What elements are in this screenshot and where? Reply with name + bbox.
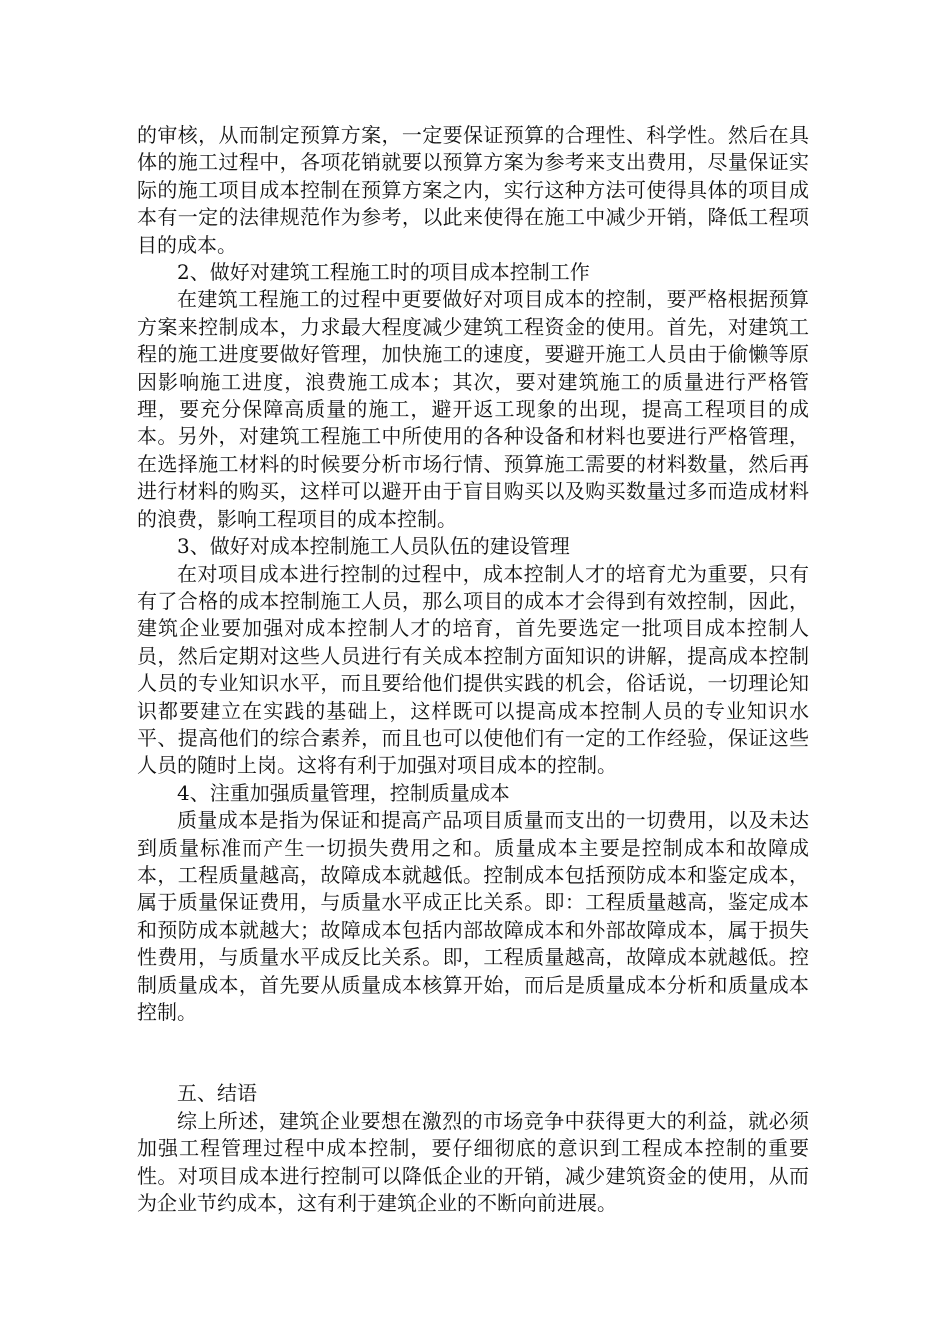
- paragraph-budget-continuation: 的审核，从而制定预算方案，一定要保证预算的合理性、科学性。然后在具体的施工过程中，各项花销就要以预算方案为参考来支出费用，尽量保证实际的施工项目成本控制在预算方案之内，实行这种方法可使得具体的项目成本有一定的法律规范作为参考，以此来使得在施工中减少开销，降低工程项目的成本。: [137, 123, 809, 257]
- document-body: [137, 122, 809, 1217]
- paragraph-construction-cost-control: 在建筑工程施工的过程中更要做好对项目成本的控制，要严格根据预算方案来控制成本，力求最大程度减少建筑工程资金的使用。首先，对建筑工程的施工进度要做好管理，加快施工的速度，要避开施工人员由于偷懒等原因影响施工进度，浪费施工成本；其次，要对建筑施工的质量进行严格管理，要充分保障高质量的施工，避开返工现象的出现，提高工程项目的成本。另外，对建筑工程施工中所使用的各种设备和材料也要进行严格管理，在选择施工材料的时候要分析市场行情、预算施工需要的材料数量，然后再进行材料的购买，这样可以避开由于盲目购买以及购买数量过多而造成材料的浪费，影响工程项目的成本控制。: [137, 287, 809, 531]
- heading-personnel-team: 3、做好对成本控制施工人员队伍的建设管理: [177, 534, 570, 559]
- paragraph-conclusion: 综上所述，建筑企业要想在激烈的市场竞争中获得更大的利益，就必须加强工程管理过程中成本控制，要仔细彻底的意识到工程成本控制的重要性。对项目成本进行控制可以降低企业的开销，减少建筑资金的使用，从而为企业节约成本，这有利于建筑企业的不断向前进展。: [137, 1108, 809, 1216]
- heading-quality-cost: 4、注重加强质量管理，控制质量成本: [177, 780, 510, 805]
- heading-construction-cost-control: 2、做好对建筑工程施工时的项目成本控制工作: [177, 260, 590, 285]
- paragraph-personnel-team: 在对项目成本进行控制的过程中，成本控制人才的培育尤为重要，只有有了合格的成本控制施工人员，那么项目的成本才会得到有效控制，因此，建筑企业要加强对成本控制人才的培育，首先要选定一批项目成本控制人员，然后定期对这些人员进行有关成本控制方面知识的讲解，提高成本控制人员的专业知识水平，而且要给他们提供实践的机会，俗话说，一切理论知识都要建立在实践的基础上，这样既可以提高成本控制人员的专业知识水平、提高他们的综合素养，而且也可以使他们有一定的工作经验，保证这些人员的随时上岗。这将有利于加强对项目成本的控制。: [137, 561, 809, 778]
- heading-conclusion: 五、结语: [177, 1081, 257, 1106]
- paragraph-quality-cost: 质量成本是指为保证和提高产品项目质量而支出的一切费用，以及未达到质量标准而产生一切损失费用之和。质量成本主要是控制成本和故障成本，工程质量越高，故障成本就越低。控制成本包括预防成本和鉴定成本，属于质量保证费用，与质量水平成正比关系。即：工程质量越高，鉴定成本和预防成本就越大；故障成本包括内部故障成本和外部故障成本，属于损失性费用，与质量水平成反比关系。即，工程质量越高，故障成本就越低。控制质量成本，首先要从质量成本核算开始，而后是质量成本分析和质量成本控制。: [137, 808, 809, 1024]
- section-spacer: [137, 1026, 809, 1080]
